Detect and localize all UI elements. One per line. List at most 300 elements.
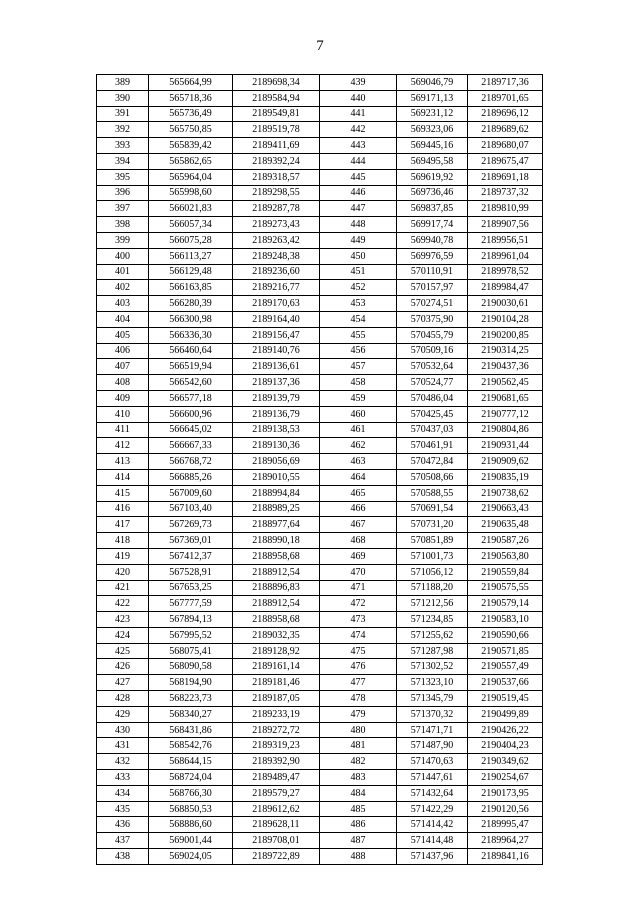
x-coordinate-left: 567653,25	[149, 580, 233, 596]
x-coordinate-right: 571447,61	[397, 770, 468, 786]
x-coordinate-left: 567009,60	[149, 485, 233, 501]
table-row	[97, 406, 543, 422]
y-coordinate-right: 2190173,95	[468, 785, 543, 801]
point-number-right: 476	[320, 659, 397, 675]
y-coordinate-left: 2189722,89	[233, 849, 320, 865]
page-number: 7	[316, 38, 324, 54]
x-coordinate-right: 570455,79	[397, 327, 468, 343]
point-number-right: 443	[320, 138, 397, 154]
table-row	[97, 390, 543, 406]
x-coordinate-left: 569024,05	[149, 849, 233, 865]
table-row	[97, 706, 543, 722]
point-number-left: 392	[97, 122, 149, 138]
y-coordinate-right: 2190590,66	[468, 627, 543, 643]
y-coordinate-left: 2189170,63	[233, 296, 320, 312]
y-coordinate-right: 2189696,12	[468, 106, 543, 122]
y-coordinate-left: 2189161,14	[233, 659, 320, 675]
x-coordinate-left: 567412,37	[149, 548, 233, 564]
y-coordinate-left: 2189128,92	[233, 643, 320, 659]
x-coordinate-right: 570461,91	[397, 438, 468, 454]
point-number-right: 455	[320, 327, 397, 343]
x-coordinate-right: 571422,29	[397, 801, 468, 817]
x-coordinate-left: 567528,91	[149, 564, 233, 580]
table-row	[97, 264, 543, 280]
table-row	[97, 90, 543, 106]
y-coordinate-right: 2190030,61	[468, 296, 543, 312]
x-coordinate-right: 571370,32	[397, 706, 468, 722]
x-coordinate-left: 567369,01	[149, 533, 233, 549]
y-coordinate-right: 2189737,32	[468, 185, 543, 201]
x-coordinate-left: 568644,15	[149, 754, 233, 770]
y-coordinate-left: 2189579,27	[233, 785, 320, 801]
table-row	[97, 627, 543, 643]
table-row	[97, 596, 543, 612]
y-coordinate-left: 2189519,78	[233, 122, 320, 138]
point-number-left: 397	[97, 201, 149, 217]
point-number-right: 458	[320, 375, 397, 391]
x-coordinate-right: 569837,85	[397, 201, 468, 217]
point-number-left: 427	[97, 675, 149, 691]
y-coordinate-right: 2190120,56	[468, 801, 543, 817]
point-number-left: 434	[97, 785, 149, 801]
y-coordinate-left: 2189181,46	[233, 675, 320, 691]
y-coordinate-left: 2189263,42	[233, 232, 320, 248]
point-number-right: 470	[320, 564, 397, 580]
y-coordinate-left: 2189138,53	[233, 422, 320, 438]
point-number-right: 477	[320, 675, 397, 691]
x-coordinate-left: 566113,27	[149, 248, 233, 264]
x-coordinate-left: 565736,49	[149, 106, 233, 122]
table-row	[97, 849, 543, 865]
y-coordinate-left: 2188990,18	[233, 533, 320, 549]
y-coordinate-left: 2189273,43	[233, 217, 320, 233]
y-coordinate-right: 2189961,04	[468, 248, 543, 264]
y-coordinate-right: 2190404,23	[468, 738, 543, 754]
point-number-right: 480	[320, 722, 397, 738]
x-coordinate-left: 567777,59	[149, 596, 233, 612]
point-number-left: 398	[97, 217, 149, 233]
x-coordinate-left: 566280,39	[149, 296, 233, 312]
x-coordinate-left: 566129,48	[149, 264, 233, 280]
y-coordinate-right: 2190931,44	[468, 438, 543, 454]
x-coordinate-left: 566075,28	[149, 232, 233, 248]
x-coordinate-right: 571323,10	[397, 675, 468, 691]
point-number-left: 430	[97, 722, 149, 738]
point-number-right: 485	[320, 801, 397, 817]
y-coordinate-right: 2190104,28	[468, 311, 543, 327]
x-coordinate-right: 571487,90	[397, 738, 468, 754]
point-number-right: 448	[320, 217, 397, 233]
point-number-left: 438	[97, 849, 149, 865]
point-number-left: 428	[97, 691, 149, 707]
x-coordinate-left: 568850,53	[149, 801, 233, 817]
y-coordinate-right: 2189841,16	[468, 849, 543, 865]
coordinates-table-body	[97, 75, 543, 865]
point-number-left: 429	[97, 706, 149, 722]
y-coordinate-left: 2189392,24	[233, 153, 320, 169]
y-coordinate-right: 2190663,43	[468, 501, 543, 517]
y-coordinate-left: 2189318,57	[233, 169, 320, 185]
table-row	[97, 643, 543, 659]
point-number-left: 399	[97, 232, 149, 248]
x-coordinate-left: 566768,72	[149, 454, 233, 470]
y-coordinate-left: 2189287,78	[233, 201, 320, 217]
x-coordinate-right: 569495,58	[397, 153, 468, 169]
point-number-left: 395	[97, 169, 149, 185]
table-row	[97, 327, 543, 343]
point-number-right: 474	[320, 627, 397, 643]
point-number-left: 431	[97, 738, 149, 754]
point-number-right: 482	[320, 754, 397, 770]
x-coordinate-right: 569046,79	[397, 75, 468, 91]
point-number-left: 400	[97, 248, 149, 264]
point-number-right: 449	[320, 232, 397, 248]
table-row	[97, 580, 543, 596]
x-coordinate-left: 566542,60	[149, 375, 233, 391]
y-coordinate-right: 2189691,18	[468, 169, 543, 185]
point-number-right: 466	[320, 501, 397, 517]
y-coordinate-right: 2189984,47	[468, 280, 543, 296]
table-row	[97, 517, 543, 533]
x-coordinate-right: 570588,55	[397, 485, 468, 501]
y-coordinate-left: 2189187,05	[233, 691, 320, 707]
point-number-left: 407	[97, 359, 149, 375]
y-coordinate-left: 2189272,72	[233, 722, 320, 738]
point-number-right: 459	[320, 390, 397, 406]
x-coordinate-right: 571471,71	[397, 722, 468, 738]
table-row	[97, 612, 543, 628]
x-coordinate-left: 568075,41	[149, 643, 233, 659]
x-coordinate-left: 566460,64	[149, 343, 233, 359]
x-coordinate-right: 571414,48	[397, 833, 468, 849]
point-number-left: 426	[97, 659, 149, 675]
point-number-left: 423	[97, 612, 149, 628]
point-number-left: 421	[97, 580, 149, 596]
point-number-right: 464	[320, 469, 397, 485]
x-coordinate-right: 569940,78	[397, 232, 468, 248]
table-row	[97, 501, 543, 517]
point-number-left: 402	[97, 280, 149, 296]
point-number-right: 483	[320, 770, 397, 786]
y-coordinate-right: 2189717,36	[468, 75, 543, 91]
table-row	[97, 359, 543, 375]
y-coordinate-right: 2190575,55	[468, 580, 543, 596]
x-coordinate-left: 565839,42	[149, 138, 233, 154]
x-coordinate-right: 569736,46	[397, 185, 468, 201]
point-number-left: 396	[97, 185, 149, 201]
y-coordinate-right: 2190437,36	[468, 359, 543, 375]
point-number-right: 440	[320, 90, 397, 106]
x-coordinate-right: 570486,04	[397, 390, 468, 406]
point-number-right: 462	[320, 438, 397, 454]
x-coordinate-right: 571188,20	[397, 580, 468, 596]
y-coordinate-left: 2189233,19	[233, 706, 320, 722]
point-number-right: 439	[320, 75, 397, 91]
point-number-left: 414	[97, 469, 149, 485]
point-number-left: 418	[97, 533, 149, 549]
y-coordinate-left: 2189164,40	[233, 311, 320, 327]
point-number-left: 435	[97, 801, 149, 817]
x-coordinate-left: 567103,40	[149, 501, 233, 517]
y-coordinate-right: 2190499,89	[468, 706, 543, 722]
x-coordinate-left: 568886,60	[149, 817, 233, 833]
x-coordinate-right: 570731,20	[397, 517, 468, 533]
point-number-right: 465	[320, 485, 397, 501]
point-number-right: 444	[320, 153, 397, 169]
point-number-right: 472	[320, 596, 397, 612]
x-coordinate-right: 569323,06	[397, 122, 468, 138]
x-coordinate-left: 566163,85	[149, 280, 233, 296]
x-coordinate-left: 568724,04	[149, 770, 233, 786]
y-coordinate-right: 2190314,25	[468, 343, 543, 359]
x-coordinate-right: 569976,59	[397, 248, 468, 264]
point-number-right: 447	[320, 201, 397, 217]
y-coordinate-left: 2188977,64	[233, 517, 320, 533]
point-number-left: 406	[97, 343, 149, 359]
x-coordinate-right: 570110,91	[397, 264, 468, 280]
point-number-left: 420	[97, 564, 149, 580]
y-coordinate-left: 2188958,68	[233, 548, 320, 564]
y-coordinate-right: 2190559,84	[468, 564, 543, 580]
point-number-right: 481	[320, 738, 397, 754]
y-coordinate-right: 2189907,56	[468, 217, 543, 233]
y-coordinate-right: 2190583,10	[468, 612, 543, 628]
point-number-left: 411	[97, 422, 149, 438]
y-coordinate-left: 2189392,90	[233, 754, 320, 770]
point-number-left: 412	[97, 438, 149, 454]
y-coordinate-right: 2190519,45	[468, 691, 543, 707]
table-row	[97, 138, 543, 154]
y-coordinate-right: 2190557,49	[468, 659, 543, 675]
point-number-left: 401	[97, 264, 149, 280]
point-number-right: 454	[320, 311, 397, 327]
x-coordinate-right: 571302,52	[397, 659, 468, 675]
table-row	[97, 201, 543, 217]
x-coordinate-right: 569231,12	[397, 106, 468, 122]
point-number-right: 469	[320, 548, 397, 564]
point-number-right: 486	[320, 817, 397, 833]
table-row	[97, 548, 543, 564]
point-number-left: 433	[97, 770, 149, 786]
table-row	[97, 422, 543, 438]
point-number-right: 457	[320, 359, 397, 375]
table-row	[97, 217, 543, 233]
table-row	[97, 75, 543, 91]
table-row	[97, 754, 543, 770]
table-row	[97, 232, 543, 248]
y-coordinate-left: 2189130,36	[233, 438, 320, 454]
x-coordinate-left: 568766,30	[149, 785, 233, 801]
point-number-left: 425	[97, 643, 149, 659]
y-coordinate-right: 2189810,99	[468, 201, 543, 217]
point-number-right: 468	[320, 533, 397, 549]
table-row	[97, 675, 543, 691]
x-coordinate-left: 566336,30	[149, 327, 233, 343]
point-number-right: 445	[320, 169, 397, 185]
x-coordinate-right: 571470,63	[397, 754, 468, 770]
table-row	[97, 485, 543, 501]
x-coordinate-left: 566645,02	[149, 422, 233, 438]
y-coordinate-right: 2190200,85	[468, 327, 543, 343]
table-row	[97, 770, 543, 786]
table-row	[97, 169, 543, 185]
x-coordinate-left: 565664,99	[149, 75, 233, 91]
point-number-right: 461	[320, 422, 397, 438]
table-row	[97, 469, 543, 485]
y-coordinate-right: 2190777,12	[468, 406, 543, 422]
point-number-right: 484	[320, 785, 397, 801]
table-row	[97, 106, 543, 122]
point-number-left: 405	[97, 327, 149, 343]
point-number-right: 473	[320, 612, 397, 628]
x-coordinate-left: 568090,58	[149, 659, 233, 675]
y-coordinate-left: 2189136,79	[233, 406, 320, 422]
x-coordinate-left: 566667,33	[149, 438, 233, 454]
y-coordinate-left: 2188912,54	[233, 596, 320, 612]
table-row	[97, 817, 543, 833]
x-coordinate-left: 565964,04	[149, 169, 233, 185]
x-coordinate-right: 571437,96	[397, 849, 468, 865]
point-number-left: 389	[97, 75, 149, 91]
y-coordinate-left: 2189032,35	[233, 627, 320, 643]
table-row	[97, 659, 543, 675]
table-row	[97, 122, 543, 138]
point-number-right: 488	[320, 849, 397, 865]
y-coordinate-left: 2189140,76	[233, 343, 320, 359]
y-coordinate-left: 2189216,77	[233, 280, 320, 296]
y-coordinate-left: 2189612,62	[233, 801, 320, 817]
y-coordinate-right: 2189680,07	[468, 138, 543, 154]
point-number-left: 408	[97, 375, 149, 391]
x-coordinate-right: 571432,64	[397, 785, 468, 801]
x-coordinate-left: 565998,60	[149, 185, 233, 201]
x-coordinate-left: 568194,90	[149, 675, 233, 691]
y-coordinate-left: 2189584,94	[233, 90, 320, 106]
y-coordinate-right: 2190738,62	[468, 485, 543, 501]
table-row	[97, 801, 543, 817]
x-coordinate-right: 569445,16	[397, 138, 468, 154]
x-coordinate-left: 567995,52	[149, 627, 233, 643]
x-coordinate-right: 571212,56	[397, 596, 468, 612]
x-coordinate-left: 568223,73	[149, 691, 233, 707]
x-coordinate-right: 571001,73	[397, 548, 468, 564]
x-coordinate-right: 570509,16	[397, 343, 468, 359]
y-coordinate-right: 2190909,62	[468, 454, 543, 470]
x-coordinate-right: 571234,85	[397, 612, 468, 628]
y-coordinate-left: 2189236,60	[233, 264, 320, 280]
point-number-right: 487	[320, 833, 397, 849]
y-coordinate-left: 2188989,25	[233, 501, 320, 517]
y-coordinate-right: 2189675,47	[468, 153, 543, 169]
point-number-right: 452	[320, 280, 397, 296]
table-row	[97, 153, 543, 169]
x-coordinate-right: 570508,66	[397, 469, 468, 485]
x-coordinate-left: 567269,73	[149, 517, 233, 533]
y-coordinate-right: 2190563,80	[468, 548, 543, 564]
y-coordinate-right: 2190579,14	[468, 596, 543, 612]
y-coordinate-right: 2190562,45	[468, 375, 543, 391]
x-coordinate-left: 569001,44	[149, 833, 233, 849]
point-number-right: 456	[320, 343, 397, 359]
y-coordinate-right: 2189701,65	[468, 90, 543, 106]
x-coordinate-right: 569171,13	[397, 90, 468, 106]
x-coordinate-left: 565862,65	[149, 153, 233, 169]
point-number-left: 422	[97, 596, 149, 612]
point-number-right: 446	[320, 185, 397, 201]
x-coordinate-right: 570532,64	[397, 359, 468, 375]
y-coordinate-right: 2189689,62	[468, 122, 543, 138]
x-coordinate-left: 566519,94	[149, 359, 233, 375]
point-number-right: 471	[320, 580, 397, 596]
y-coordinate-right: 2190426,22	[468, 722, 543, 738]
y-coordinate-left: 2188958,68	[233, 612, 320, 628]
table-row	[97, 833, 543, 849]
x-coordinate-left: 568542,76	[149, 738, 233, 754]
point-number-left: 424	[97, 627, 149, 643]
x-coordinate-right: 571056,12	[397, 564, 468, 580]
x-coordinate-right: 569619,92	[397, 169, 468, 185]
table-row	[97, 343, 543, 359]
y-coordinate-left: 2189549,81	[233, 106, 320, 122]
point-number-right: 467	[320, 517, 397, 533]
y-coordinate-right: 2190571,85	[468, 643, 543, 659]
table-row	[97, 375, 543, 391]
y-coordinate-left: 2189298,55	[233, 185, 320, 201]
y-coordinate-left: 2189156,47	[233, 327, 320, 343]
y-coordinate-right: 2190804,86	[468, 422, 543, 438]
x-coordinate-right: 571255,62	[397, 627, 468, 643]
x-coordinate-left: 565750,85	[149, 122, 233, 138]
table-row	[97, 296, 543, 312]
y-coordinate-left: 2189708,01	[233, 833, 320, 849]
y-coordinate-left: 2189136,61	[233, 359, 320, 375]
point-number-right: 460	[320, 406, 397, 422]
point-number-left: 410	[97, 406, 149, 422]
table-row	[97, 691, 543, 707]
y-coordinate-right: 2190537,66	[468, 675, 543, 691]
y-coordinate-left: 2189137,36	[233, 375, 320, 391]
table-row	[97, 311, 543, 327]
x-coordinate-right: 571345,79	[397, 691, 468, 707]
point-number-right: 441	[320, 106, 397, 122]
x-coordinate-right: 570437,03	[397, 422, 468, 438]
y-coordinate-left: 2188896,83	[233, 580, 320, 596]
y-coordinate-right: 2189956,51	[468, 232, 543, 248]
x-coordinate-right: 570274,51	[397, 296, 468, 312]
point-number-right: 478	[320, 691, 397, 707]
x-coordinate-right: 570472,84	[397, 454, 468, 470]
y-coordinate-right: 2189995,47	[468, 817, 543, 833]
point-number-left: 413	[97, 454, 149, 470]
x-coordinate-left: 568431,86	[149, 722, 233, 738]
y-coordinate-right: 2189964,27	[468, 833, 543, 849]
x-coordinate-left: 568340,27	[149, 706, 233, 722]
table-row	[97, 722, 543, 738]
y-coordinate-left: 2188994,84	[233, 485, 320, 501]
point-number-left: 436	[97, 817, 149, 833]
x-coordinate-right: 569917,74	[397, 217, 468, 233]
x-coordinate-left: 565718,36	[149, 90, 233, 106]
x-coordinate-right: 570691,54	[397, 501, 468, 517]
point-number-left: 419	[97, 548, 149, 564]
y-coordinate-left: 2189319,23	[233, 738, 320, 754]
table-row	[97, 438, 543, 454]
y-coordinate-right: 2190349,62	[468, 754, 543, 770]
y-coordinate-left: 2189248,38	[233, 248, 320, 264]
point-number-left: 415	[97, 485, 149, 501]
y-coordinate-right: 2190254,67	[468, 770, 543, 786]
y-coordinate-left: 2189010,55	[233, 469, 320, 485]
